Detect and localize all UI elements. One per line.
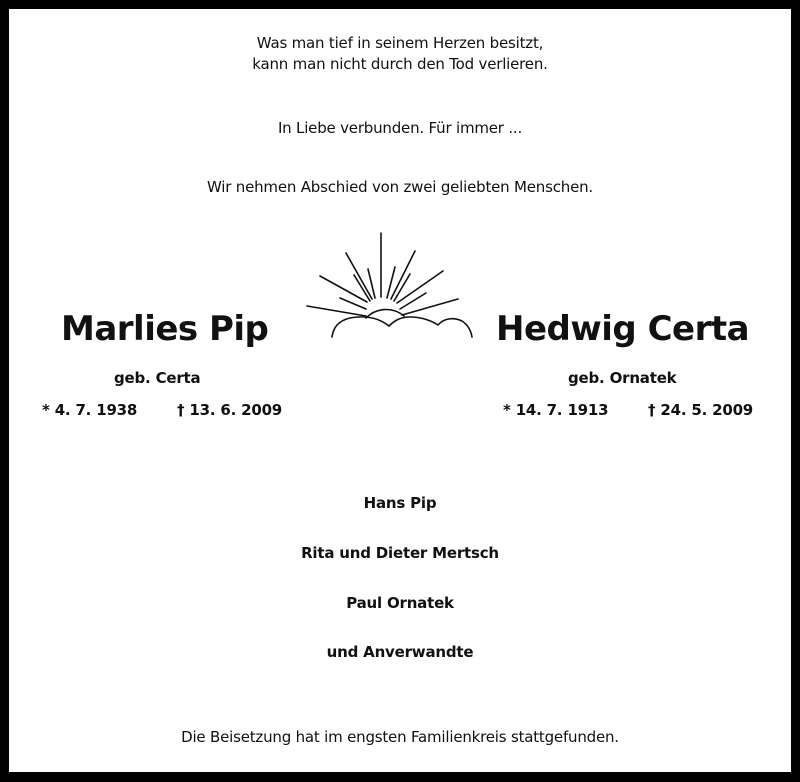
born-symbol: *: [42, 401, 50, 419]
born-date: 14. 7. 1913: [515, 401, 609, 419]
death-dates-1: [177, 401, 282, 419]
mourner-3: Paul Ornatek: [346, 594, 454, 612]
sun-over-clouds-icon: [302, 231, 482, 341]
died-date: 24. 5. 2009: [660, 401, 754, 419]
died-date: 13. 6. 2009: [189, 401, 283, 419]
life-dates-1: [42, 401, 137, 419]
life-dates-2: [503, 401, 608, 419]
deceased-name-2: Hedwig Certa: [496, 309, 750, 349]
cross-symbol: †: [177, 401, 185, 419]
born-date: 4. 7. 1938: [54, 401, 138, 419]
obituary-card: [9, 9, 791, 772]
cross-symbol: †: [648, 401, 656, 419]
verse: [9, 33, 791, 75]
mourner-1: Hans Pip: [363, 494, 437, 512]
born-symbol: *: [503, 401, 511, 419]
mourner-4: und Anverwandte: [326, 643, 474, 661]
subtitle: In Liebe verbunden. Für immer ...: [277, 119, 523, 137]
intro-text: Wir nehmen Abschied von zwei geliebten Menschen.: [206, 178, 593, 196]
verse-line-2: kann man nicht durch den Tod verlieren.: [252, 55, 548, 73]
footer-text: Die Beisetzung hat im engsten Familienkreis stattgefunden.: [181, 728, 619, 746]
death-dates-2: [648, 401, 753, 419]
deceased-name-1: Marlies Pip: [61, 309, 269, 349]
birth-name-2: geb. Ornatek: [568, 369, 677, 387]
mourner-2: Rita und Dieter Mertsch: [301, 544, 499, 562]
birth-name-1: geb. Certa: [114, 369, 201, 387]
verse-line-1: Was man tief in seinem Herzen besitzt,: [256, 34, 544, 52]
